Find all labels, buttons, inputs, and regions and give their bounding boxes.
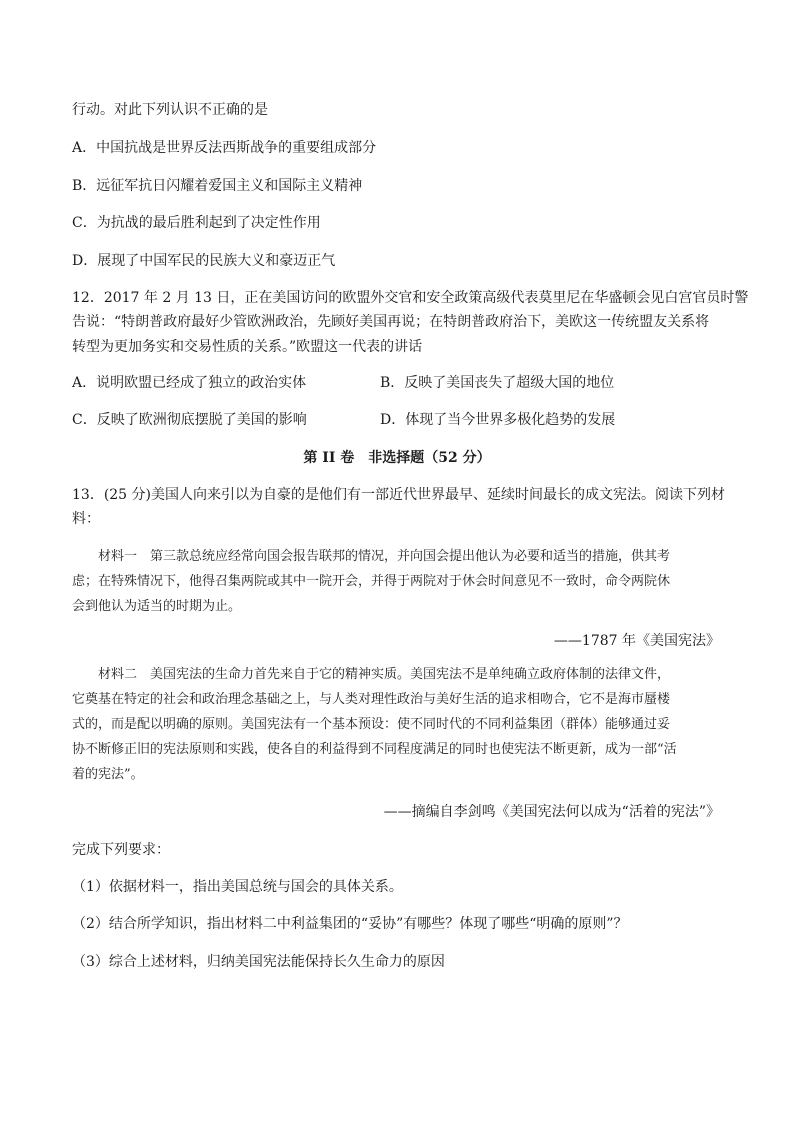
material-2-line-3: 式的，而是配以明确的原则。美国宪法有一个基本预设：使不同时代的不同利益集团（群体）能够通过妥	[72, 717, 671, 732]
q12-option-a: A．说明欧盟已经成了独立的政治实体	[72, 375, 307, 391]
material-1	[72, 544, 722, 619]
section-2-title: 第 II 卷 非选择题（52 分）	[303, 450, 491, 466]
q11-option-a: A．中国抗战是世界反法西斯战争的重要组成部分	[72, 140, 377, 156]
material-1-line-3: 会到他认为适当的时期为止。	[72, 599, 242, 614]
material-2	[72, 662, 722, 787]
material-2-line-4: 协不断修正旧的宪法原则和实践，使各自的利益得到不同程度满足的同时也使宪法不断更新，成为一部“活	[72, 742, 677, 757]
material-2-line-1: 材料二 美国宪法的生命力首先来自于它的精神实质。美国宪法不是单纯确立政府体制的法律文件，	[72, 667, 671, 682]
material-1-source: ——1787 年《美国宪法》	[553, 633, 720, 649]
q12-option-d: D．体现了当今世界多极化趋势的发展	[380, 412, 616, 428]
q12-stem-line-1: 12．2017 年 2 月 13 日，正在美国访问的欧盟外交官和安全政策高级代表莫里尼在华盛顿会见白宫官员时警	[72, 290, 749, 306]
requirement-1: （1）依据材料一，指出美国总统与国会的具体关系。	[72, 879, 403, 895]
q12-stem-line-3: 转型为更加务实和交易性质的关系。”欧盟这一代表的讲话	[72, 339, 423, 355]
q12-option-c: C．反映了欧洲彻底摆脱了美国的影响	[72, 412, 307, 428]
q13-stem-line-1: 13．(25 分)美国人向来引以为自豪的是他们有一部近代世界最早、延续时间最长的成文宪法。阅读下列材	[72, 487, 726, 503]
material-1-line-1: 材料一 第三款总统应经常向国会报告联邦的情况，并向国会提出他认为必要和适当的措施，供其考	[72, 549, 671, 564]
q11-option-c: C．为抗战的最后胜利起到了决定性作用	[72, 215, 321, 231]
material-2-line-5: 着的宪法”。	[72, 767, 144, 782]
q11-option-d: D．展现了中国军民的民族大义和豪迈正气	[72, 253, 336, 269]
q12-option-b: B．反映了美国丧失了超级大国的地位	[380, 375, 615, 391]
requirement-2: （2）结合所学知识，指出材料二中利益集团的“妥协”有哪些？体现了哪些“明确的原则”？	[72, 916, 628, 932]
q11-option-b: B．远征军抗日闪耀着爱国主义和国际主义精神	[72, 178, 363, 194]
requirement-title: 完成下列要求：	[72, 842, 170, 858]
q11-stem-tail: 行动。对此下列认识不正确的是	[72, 102, 268, 118]
material-2-source: ——摘编自李剑鸣《美国宪法何以成为“活着的宪法”》	[383, 804, 720, 820]
requirement-3: （3）综合上述材料，归纳美国宪法能保持长久生命力的原因	[72, 954, 445, 970]
q13-stem-line-2: 料：	[72, 511, 100, 527]
material-2-line-2: 它奠基在特定的社会和政治理念基础之上，与人类对理性政治与美好生活的追求相吻合，它不是海市蜃楼	[72, 692, 671, 707]
q12-stem-line-2: 告说：“特朗普政府最好少管欧洲政治，先顾好美国再说；在特朗普政府治下，美欧这一传统盟友关系将	[72, 314, 710, 330]
material-1-line-2: 虑；在特殊情况下，他得召集两院或其中一院开会，并得于两院对于休会时间意见不一致时，命令两院休	[72, 574, 671, 589]
